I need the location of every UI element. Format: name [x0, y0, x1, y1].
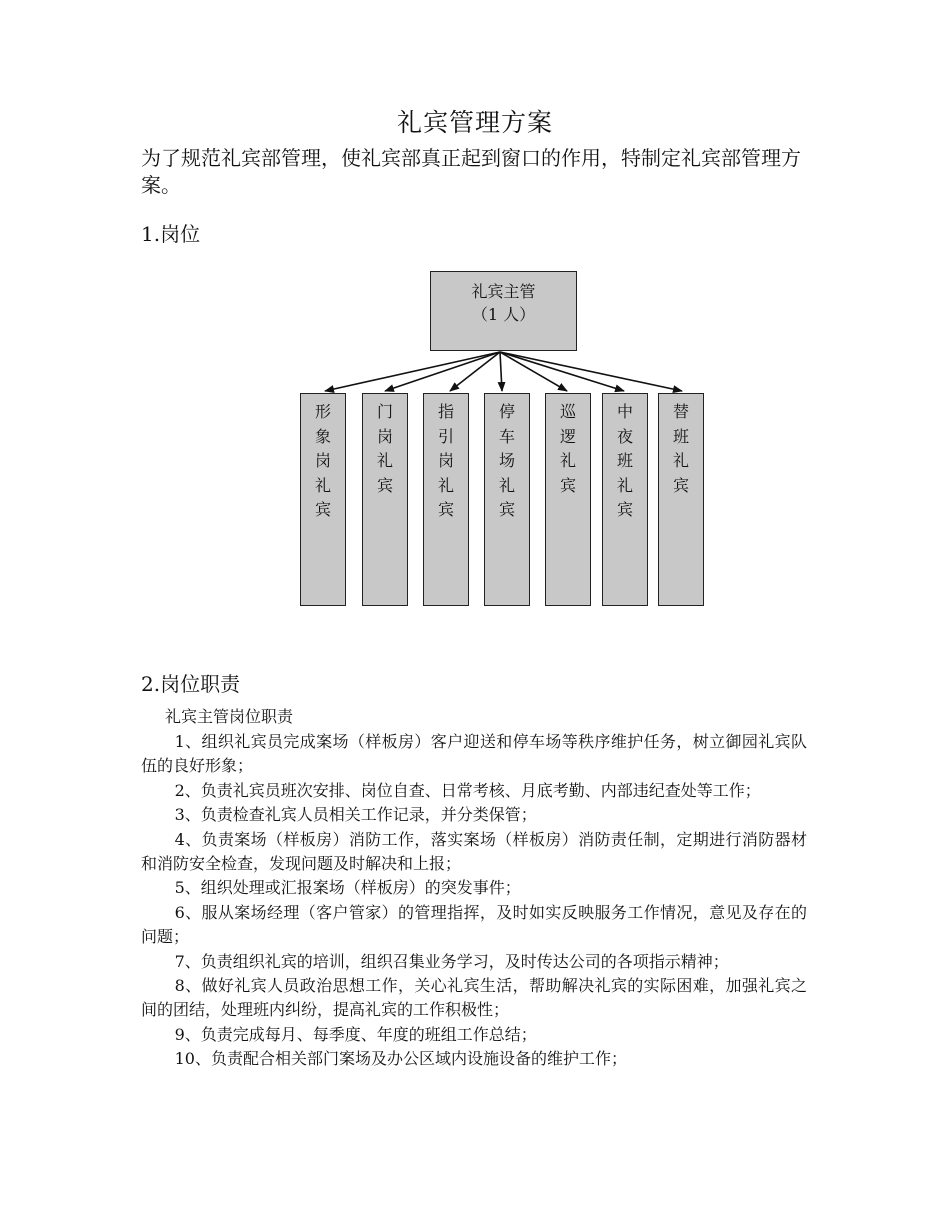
duty-item: 2、负责礼宾员班次安排、岗位自查、日常考核、月底考勤、内部违纪查处等工作；	[174, 780, 761, 800]
intro-paragraph: 为了规范礼宾部管理，使礼宾部真正起到窗口的作用，特制定礼宾部管理方案。	[141, 146, 801, 197]
org-chart-head-title: 礼宾主管	[471, 282, 536, 301]
org-chart-arrow	[500, 352, 682, 391]
org-chart-arrow	[500, 352, 567, 391]
position-label: 巡 逻 礼 宾	[559, 402, 576, 495]
position-label: 指 引 岗 礼 宾	[437, 402, 454, 519]
duty-item: 9、负责完成每月、每季度、年度的班组工作总结；	[174, 1024, 537, 1044]
section-heading-duties: 2.岗位职责	[141, 672, 241, 696]
duty-item: 7、负责组织礼宾的培训，组织召集业务学习，及时传达公司的各项指示精神；	[174, 951, 729, 971]
document-title: 礼宾管理方案	[396, 108, 553, 137]
org-chart-position-box	[484, 393, 530, 606]
duty-item: 10、负责配合相关部门案场及办公区域内设施设备的维护工作；	[174, 1049, 627, 1069]
position-label: 形 象 岗 礼 宾	[314, 402, 331, 519]
duties-list	[141, 730, 807, 1072]
org-chart-position-box	[545, 393, 591, 606]
duty-item: 3、负责检查礼宾人员相关工作记录，并分类保管；	[174, 805, 537, 825]
org-chart-arrow	[385, 352, 500, 391]
org-chart-arrow	[500, 352, 502, 391]
duty-item: 8、做好礼宾人员政治思想工作，关心礼宾生活，帮助解决礼宾的实际困难，加强礼宾之间的团结，处理班内纠纷，提高礼宾的工作积极性；	[141, 976, 807, 1020]
org-chart-arrow	[500, 352, 624, 391]
org-chart-position-box	[602, 393, 648, 606]
position-label: 门 岗 礼 宾	[376, 402, 393, 495]
section-heading-positions: 1.岗位	[141, 222, 201, 246]
org-chart-arrow	[325, 352, 500, 391]
org-chart-head-count: （1 人）	[471, 305, 536, 324]
position-label: 停 车 场 礼 宾	[498, 402, 515, 519]
duty-item: 4、负责案场（样板房）消防工作，落实案场（样板房）消防责任制，定期进行消防器材和消防安全检查，发现问题及时解决和上报；	[141, 829, 807, 874]
org-chart-position-box	[658, 393, 704, 606]
org-chart-position-box	[362, 393, 408, 606]
duty-item: 1、组织礼宾员完成案场（样板房）客户迎送和停车场等秩序维护任务，树立御园礼宾队伍的良好形象；	[141, 732, 807, 776]
org-chart-position-box	[300, 393, 346, 606]
duty-item: 6、服从案场经理（客户管家）的管理指挥，及时如实反映服务工作情况，意见及存在的问题；	[141, 902, 807, 947]
duty-item: 5、组织处理或汇报案场（样板房）的突发事件；	[174, 878, 521, 898]
org-chart-arrow	[450, 352, 500, 391]
org-chart-head-box	[430, 271, 577, 351]
duties-subtitle: 礼宾主管岗位职责	[165, 707, 294, 726]
org-chart-position-box	[423, 393, 469, 606]
position-label: 中 夜 班 礼 宾	[616, 402, 633, 519]
position-label: 替 班 礼 宾	[672, 402, 689, 495]
